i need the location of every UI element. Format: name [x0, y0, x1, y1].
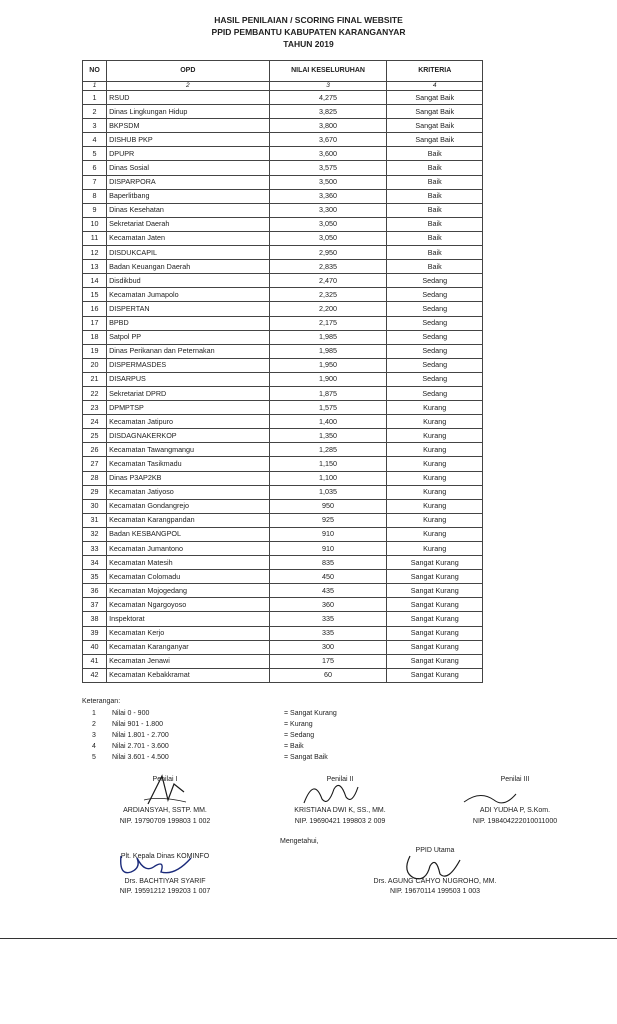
- row-kriteria-cell: Kurang: [387, 457, 483, 471]
- row-kriteria-cell: Sangat Baik: [387, 105, 483, 119]
- row-opd-cell: Kecamatan Jatipuro: [107, 415, 270, 429]
- table-row: [83, 147, 483, 161]
- legend-item-number: 5: [92, 754, 96, 761]
- row-no-cell: 29: [83, 485, 107, 499]
- row-opd-cell: DISPARPORA: [107, 175, 270, 189]
- row-nilai-cell: 1,950: [269, 358, 387, 372]
- ppid-nip: NIP. 19670114 199503 1 003: [389, 888, 481, 895]
- col-header-opd: OPD: [107, 61, 270, 82]
- row-no-cell: 40: [83, 640, 107, 654]
- row-nilai-cell: 1,575: [269, 401, 387, 415]
- row-opd-cell: DPUPR: [107, 147, 270, 161]
- row-kriteria-cell: Sangat Kurang: [387, 612, 483, 626]
- row-kriteria-cell: Sangat Kurang: [387, 584, 483, 598]
- row-no-cell: 28: [83, 471, 107, 485]
- row-nilai-cell: 3,670: [269, 133, 387, 147]
- row-nilai-cell: 3,050: [269, 231, 387, 245]
- row-opd-cell: Kecamatan Jatiyoso: [107, 485, 270, 499]
- row-no-cell: 31: [83, 513, 107, 527]
- row-opd-cell: Dinas Sosial: [107, 161, 270, 175]
- row-no-cell: 9: [83, 203, 107, 217]
- row-opd-cell: Kecamatan Matesih: [107, 556, 270, 570]
- row-no-cell: 19: [83, 344, 107, 358]
- row-nilai-cell: 1,985: [269, 330, 387, 344]
- row-nilai-cell: 360: [269, 598, 387, 612]
- row-no-cell: 5: [83, 147, 107, 161]
- row-opd-cell: Dinas Lingkungan Hidup: [107, 105, 270, 119]
- table-row: [83, 556, 483, 570]
- row-nilai-cell: 3,360: [269, 189, 387, 203]
- row-nilai-cell: 1,285: [269, 443, 387, 457]
- table-row: [83, 485, 483, 499]
- row-kriteria-cell: Sedang: [387, 302, 483, 316]
- index-cell: 2: [107, 82, 270, 91]
- row-kriteria-cell: Sangat Baik: [387, 119, 483, 133]
- row-no-cell: 3: [83, 119, 107, 133]
- table-row: [83, 513, 483, 527]
- row-kriteria-cell: Baik: [387, 246, 483, 260]
- kominfo-nip: NIP. 19591212 199203 1 007: [119, 888, 211, 895]
- row-nilai-cell: 910: [269, 542, 387, 556]
- row-opd-cell: BPBD: [107, 316, 270, 330]
- row-nilai-cell: 2,325: [269, 288, 387, 302]
- table-row: [83, 288, 483, 302]
- row-no-cell: 22: [83, 386, 107, 400]
- row-opd-cell: DPMPTSP: [107, 401, 270, 415]
- row-nilai-cell: 950: [269, 499, 387, 513]
- legend-title: Keterangan:: [82, 698, 121, 705]
- row-kriteria-cell: Sangat Baik: [387, 133, 483, 147]
- row-nilai-cell: 3,500: [269, 175, 387, 189]
- row-nilai-cell: 450: [269, 570, 387, 584]
- row-kriteria-cell: Kurang: [387, 401, 483, 415]
- row-no-cell: 6: [83, 161, 107, 175]
- kominfo-role: Plt. Kepala Dinas KOMINFO: [120, 853, 210, 860]
- row-kriteria-cell: Kurang: [387, 513, 483, 527]
- row-nilai-cell: 3,300: [269, 203, 387, 217]
- row-kriteria-cell: Sangat Kurang: [387, 654, 483, 668]
- document-subtitle: PPID PEMBANTU KABUPATEN KARANGANYAR: [211, 27, 406, 37]
- row-opd-cell: Inspektorat: [107, 612, 270, 626]
- row-kriteria-cell: Sedang: [387, 288, 483, 302]
- row-nilai-cell: 1,100: [269, 471, 387, 485]
- row-nilai-cell: 1,985: [269, 344, 387, 358]
- table-row: [83, 457, 483, 471]
- ppid-name: Drs. AGUNG CAHYO NUGROHO, MM.: [373, 878, 497, 885]
- row-opd-cell: Badan KESBANGPOL: [107, 527, 270, 541]
- legend-item-number: 4: [92, 743, 96, 750]
- table-row: [83, 598, 483, 612]
- row-kriteria-cell: Baik: [387, 260, 483, 274]
- row-kriteria-cell: Sangat Kurang: [387, 640, 483, 654]
- row-no-cell: 17: [83, 316, 107, 330]
- page-bottom-rule: [0, 938, 617, 939]
- row-kriteria-cell: Sangat Kurang: [387, 668, 483, 682]
- kominfo-name: Drs. BACHTIYAR SYARIF: [124, 878, 206, 885]
- row-no-cell: 30: [83, 499, 107, 513]
- legend-item-range: Nilai 1.801 - 2.700: [112, 732, 169, 739]
- row-no-cell: 41: [83, 654, 107, 668]
- row-opd-cell: DISDAGNAKERKOP: [107, 429, 270, 443]
- row-no-cell: 26: [83, 443, 107, 457]
- table-row: [83, 105, 483, 119]
- row-nilai-cell: 910: [269, 527, 387, 541]
- legend-item-range: Nilai 901 - 1.800: [112, 721, 163, 728]
- row-kriteria-cell: Kurang: [387, 429, 483, 443]
- row-no-cell: 20: [83, 358, 107, 372]
- row-nilai-cell: 2,835: [269, 260, 387, 274]
- row-opd-cell: Kecamatan Jaten: [107, 231, 270, 245]
- table-row: [83, 499, 483, 513]
- row-opd-cell: BKPSDM: [107, 119, 270, 133]
- index-cell: 4: [387, 82, 483, 91]
- row-nilai-cell: 2,950: [269, 246, 387, 260]
- table-row: [83, 344, 483, 358]
- row-no-cell: 10: [83, 217, 107, 231]
- table-row: [83, 358, 483, 372]
- legend-item-label: = Sangat Kurang: [284, 710, 337, 717]
- legend-item-range: Nilai 0 - 900: [112, 710, 150, 717]
- row-kriteria-cell: Kurang: [387, 499, 483, 513]
- table-row: [83, 471, 483, 485]
- row-kriteria-cell: Sangat Kurang: [387, 556, 483, 570]
- row-no-cell: 16: [83, 302, 107, 316]
- row-opd-cell: DISPERMASDES: [107, 358, 270, 372]
- row-no-cell: 34: [83, 556, 107, 570]
- document-title: HASIL PENILAIAN / SCORING FINAL WEBSITE: [214, 15, 403, 25]
- row-no-cell: 11: [83, 231, 107, 245]
- row-kriteria-cell: Sedang: [387, 274, 483, 288]
- row-kriteria-cell: Sangat Kurang: [387, 570, 483, 584]
- table-row: [83, 415, 483, 429]
- table-row: [83, 640, 483, 654]
- column-index-row: [83, 82, 483, 91]
- row-nilai-cell: 3,825: [269, 105, 387, 119]
- row-kriteria-cell: Baik: [387, 175, 483, 189]
- row-no-cell: 15: [83, 288, 107, 302]
- row-kriteria-cell: Sangat Kurang: [387, 626, 483, 640]
- table-row: [83, 91, 483, 105]
- row-kriteria-cell: Baik: [387, 147, 483, 161]
- row-kriteria-cell: Kurang: [387, 471, 483, 485]
- row-no-cell: 36: [83, 584, 107, 598]
- row-opd-cell: Sekretariat Daerah: [107, 217, 270, 231]
- row-kriteria-cell: Kurang: [387, 542, 483, 556]
- row-kriteria-cell: Kurang: [387, 527, 483, 541]
- document-year: TAHUN 2019: [283, 39, 334, 49]
- row-nilai-cell: 335: [269, 626, 387, 640]
- row-nilai-cell: 1,875: [269, 386, 387, 400]
- legend-item-number: 1: [92, 710, 96, 717]
- row-opd-cell: Kecamatan Jumapolo: [107, 288, 270, 302]
- row-nilai-cell: 835: [269, 556, 387, 570]
- penilai2-name: KRISTIANA DWI K, SS., MM.: [294, 807, 386, 814]
- row-opd-cell: Kecamatan Tasikmadu: [107, 457, 270, 471]
- table-row: [83, 584, 483, 598]
- row-kriteria-cell: Sedang: [387, 358, 483, 372]
- row-no-cell: 23: [83, 401, 107, 415]
- row-opd-cell: Kecamatan Kebakkramat: [107, 668, 270, 682]
- row-no-cell: 8: [83, 189, 107, 203]
- row-kriteria-cell: Sedang: [387, 386, 483, 400]
- penilai2-role: Penilai II: [326, 776, 354, 783]
- row-nilai-cell: 1,350: [269, 429, 387, 443]
- row-no-cell: 12: [83, 246, 107, 260]
- signature-penilai2-image: [300, 775, 360, 810]
- row-opd-cell: Kecamatan Mojogedang: [107, 584, 270, 598]
- penilai1-role: Penilai I: [152, 776, 178, 783]
- legend-item-range: Nilai 2.701 - 3.600: [112, 743, 169, 750]
- row-no-cell: 33: [83, 542, 107, 556]
- legend-item-label: = Baik: [284, 743, 304, 750]
- table-row: [83, 626, 483, 640]
- table-row: [83, 654, 483, 668]
- row-nilai-cell: 300: [269, 640, 387, 654]
- row-nilai-cell: 925: [269, 513, 387, 527]
- row-opd-cell: Disdikbud: [107, 274, 270, 288]
- row-no-cell: 21: [83, 372, 107, 386]
- row-nilai-cell: 3,800: [269, 119, 387, 133]
- row-opd-cell: Baperlitbang: [107, 189, 270, 203]
- penilai1-nip: NIP. 19790709 199803 1 002: [119, 818, 211, 825]
- row-nilai-cell: 4,275: [269, 91, 387, 105]
- row-no-cell: 24: [83, 415, 107, 429]
- row-nilai-cell: 3,575: [269, 161, 387, 175]
- row-nilai-cell: 1,150: [269, 457, 387, 471]
- row-opd-cell: Kecamatan Jumantono: [107, 542, 270, 556]
- row-no-cell: 7: [83, 175, 107, 189]
- row-opd-cell: Kecamatan Tawangmangu: [107, 443, 270, 457]
- row-no-cell: 38: [83, 612, 107, 626]
- legend-item-number: 3: [92, 732, 96, 739]
- row-nilai-cell: 175: [269, 654, 387, 668]
- row-no-cell: 14: [83, 274, 107, 288]
- row-opd-cell: Satpol PP: [107, 330, 270, 344]
- row-kriteria-cell: Sedang: [387, 330, 483, 344]
- penilai3-name: ADI YUDHA P, S.Kom.: [479, 807, 551, 814]
- row-no-cell: 13: [83, 260, 107, 274]
- row-nilai-cell: 335: [269, 612, 387, 626]
- table-row: [83, 612, 483, 626]
- penilai3-role: Penilai III: [500, 776, 530, 783]
- col-header-no: NO: [83, 61, 107, 82]
- table-row: [83, 316, 483, 330]
- row-kriteria-cell: Baik: [387, 203, 483, 217]
- row-nilai-cell: 1,900: [269, 372, 387, 386]
- row-nilai-cell: 2,200: [269, 302, 387, 316]
- table-row: [83, 119, 483, 133]
- row-kriteria-cell: Kurang: [387, 443, 483, 457]
- signature-ppid-image: [400, 852, 470, 884]
- col-header-nilai: NILAI KESELURUHAN: [269, 61, 387, 82]
- table-row: [83, 386, 483, 400]
- row-opd-cell: RSUD: [107, 91, 270, 105]
- row-no-cell: 25: [83, 429, 107, 443]
- scoring-table: [82, 60, 483, 683]
- row-kriteria-cell: Sangat Baik: [387, 91, 483, 105]
- row-kriteria-cell: Sedang: [387, 344, 483, 358]
- row-nilai-cell: 60: [269, 668, 387, 682]
- table-row: [83, 372, 483, 386]
- table-row: [83, 231, 483, 245]
- legend-item-label: = Sangat Baik: [284, 754, 328, 761]
- legend-item-label: = Sedang: [284, 732, 315, 739]
- row-no-cell: 1: [83, 91, 107, 105]
- signature-penilai3-image: [460, 788, 520, 810]
- row-kriteria-cell: Baik: [387, 231, 483, 245]
- row-nilai-cell: 2,175: [269, 316, 387, 330]
- row-opd-cell: Kecamatan Kerjo: [107, 626, 270, 640]
- row-opd-cell: DISHUB PKP: [107, 133, 270, 147]
- legend-item-label: = Kurang: [284, 721, 313, 728]
- row-nilai-cell: 1,035: [269, 485, 387, 499]
- row-opd-cell: Kecamatan Jenawi: [107, 654, 270, 668]
- row-no-cell: 4: [83, 133, 107, 147]
- row-opd-cell: Kecamatan Karanganyar: [107, 640, 270, 654]
- row-kriteria-cell: Baik: [387, 161, 483, 175]
- row-no-cell: 35: [83, 570, 107, 584]
- row-nilai-cell: 3,050: [269, 217, 387, 231]
- table-row: [83, 330, 483, 344]
- row-opd-cell: Badan Keuangan Daerah: [107, 260, 270, 274]
- row-opd-cell: Kecamatan Ngargoyoso: [107, 598, 270, 612]
- row-kriteria-cell: Sangat Kurang: [387, 598, 483, 612]
- table-row: [83, 246, 483, 260]
- penilai3-nip: NIP. 198404222010011000: [472, 818, 558, 825]
- row-no-cell: 39: [83, 626, 107, 640]
- table-row: [83, 175, 483, 189]
- row-opd-cell: Dinas Perikanan dan Peternakan: [107, 344, 270, 358]
- signature-penilai1-image: [140, 770, 190, 810]
- row-opd-cell: Kecamatan Karangpandan: [107, 513, 270, 527]
- table-row: [83, 133, 483, 147]
- row-nilai-cell: 1,400: [269, 415, 387, 429]
- row-no-cell: 2: [83, 105, 107, 119]
- table-row: [83, 302, 483, 316]
- row-no-cell: 42: [83, 668, 107, 682]
- row-kriteria-cell: Baik: [387, 189, 483, 203]
- row-no-cell: 37: [83, 598, 107, 612]
- row-opd-cell: Dinas P3AP2KB: [107, 471, 270, 485]
- row-opd-cell: DISARPUS: [107, 372, 270, 386]
- table-row: [83, 443, 483, 457]
- signature-kominfo-image: [115, 848, 195, 880]
- row-kriteria-cell: Sedang: [387, 372, 483, 386]
- col-header-kriteria: KRITERIA: [387, 61, 483, 82]
- table-row: [83, 668, 483, 682]
- row-no-cell: 18: [83, 330, 107, 344]
- row-kriteria-cell: Kurang: [387, 415, 483, 429]
- row-no-cell: 32: [83, 527, 107, 541]
- row-no-cell: 27: [83, 457, 107, 471]
- table-row: [83, 260, 483, 274]
- table-header-row: [83, 61, 483, 82]
- table-row: [83, 542, 483, 556]
- legend-item-range: Nilai 3.601 - 4.500: [112, 754, 169, 761]
- table-row: [83, 570, 483, 584]
- row-kriteria-cell: Baik: [387, 217, 483, 231]
- table-row: [83, 217, 483, 231]
- row-opd-cell: DISDUKCAPIL: [107, 246, 270, 260]
- table-row: [83, 401, 483, 415]
- table-row: [83, 161, 483, 175]
- penilai1-name: ARDIANSYAH, SSTP. MM.: [123, 807, 207, 814]
- row-kriteria-cell: Sedang: [387, 316, 483, 330]
- penilai2-nip: NIP. 19690421 199803 2 009: [294, 818, 386, 825]
- index-cell: 3: [269, 82, 387, 91]
- table-row: [83, 203, 483, 217]
- ppid-role: PPID Utama: [415, 847, 455, 854]
- row-opd-cell: Dinas Kesehatan: [107, 203, 270, 217]
- row-opd-cell: Sekretariat DPRD: [107, 386, 270, 400]
- table-row: [83, 429, 483, 443]
- mengetahui-label: Mengetahui,: [280, 838, 319, 845]
- row-nilai-cell: 2,470: [269, 274, 387, 288]
- row-opd-cell: DISPERTAN: [107, 302, 270, 316]
- row-nilai-cell: 3,600: [269, 147, 387, 161]
- table-row: [83, 274, 483, 288]
- row-kriteria-cell: Kurang: [387, 485, 483, 499]
- index-cell: 1: [83, 82, 107, 91]
- row-nilai-cell: 435: [269, 584, 387, 598]
- row-opd-cell: Kecamatan Gondangrejo: [107, 499, 270, 513]
- table-row: [83, 189, 483, 203]
- row-opd-cell: Kecamatan Colomadu: [107, 570, 270, 584]
- table-row: [83, 527, 483, 541]
- legend-item-number: 2: [92, 721, 96, 728]
